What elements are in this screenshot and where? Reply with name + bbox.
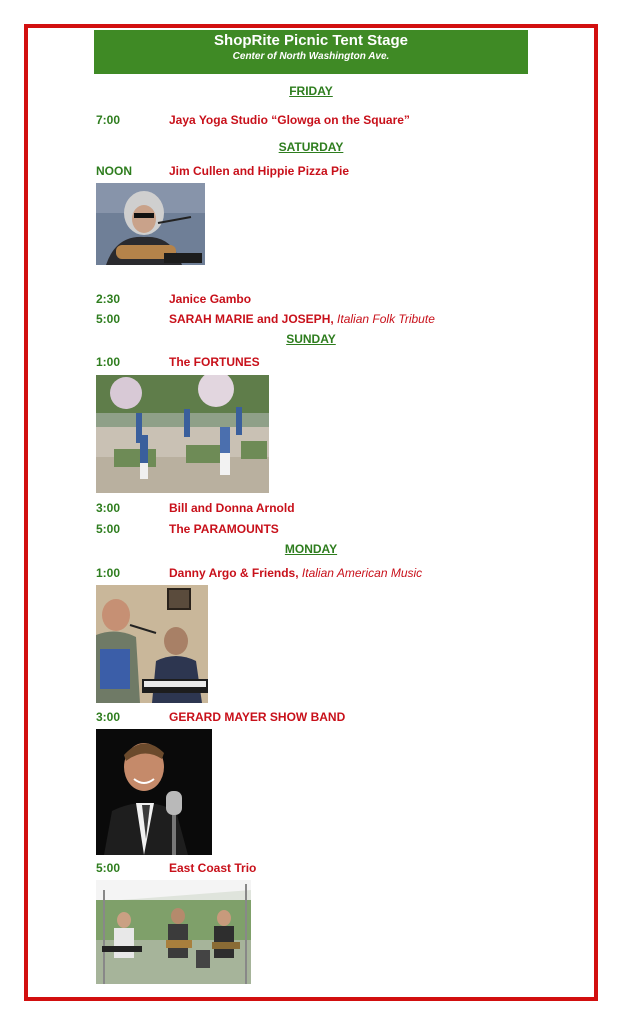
event-time: 3:00 [96,501,121,515]
event-act: Bill and Donna Arnold [169,501,295,515]
event-act-description: Italian American Music [301,566,423,580]
event-act: East Coast Trio [169,861,257,875]
event-time: 5:00 [96,522,121,536]
event-time: 1:00 [96,566,121,580]
header-banner [94,30,528,74]
event-act [169,312,435,326]
event-act: The PARAMOUNTS [169,522,279,536]
stage-location: Center of North Washington Ave. [232,51,390,62]
day-heading-sunday: SUNDAY [286,332,336,346]
event-act: GERARD MAYER SHOW BAND [169,710,346,724]
event-act-name: SARAH MARIE and JOSEPH, [169,312,334,326]
event-act: Jaya Yoga Studio “Glowga on the Square” [169,113,410,127]
event-act: The FORTUNES [169,355,260,369]
event-time: 2:30 [96,292,121,306]
day-heading-saturday: SATURDAY [278,140,344,154]
event-time: 3:00 [96,710,121,724]
event-time: 5:00 [96,861,121,875]
photo-danny-argo [96,585,208,703]
event-time: 5:00 [96,312,121,326]
photo-the-fortunes [96,375,269,493]
day-heading-monday: MONDAY [284,542,338,556]
day-heading-friday: FRIDAY [289,84,333,98]
stage-title: ShopRite Picnic Tent Stage [214,32,408,49]
event-time: NOON [96,164,132,178]
photo-jim-cullen [96,183,205,265]
event-act: Jim Cullen and Hippie Pizza Pie [169,164,350,178]
event-act [169,566,422,580]
event-act-name: Danny Argo & Friends, [169,566,299,580]
event-time: 7:00 [96,113,121,127]
event-time: 1:00 [96,355,121,369]
photo-gerard-mayer [96,729,212,855]
event-act: Janice Gambo [169,292,252,306]
photo-east-coast-trio [96,880,251,984]
event-act-description: Italian Folk Tribute [337,312,435,326]
